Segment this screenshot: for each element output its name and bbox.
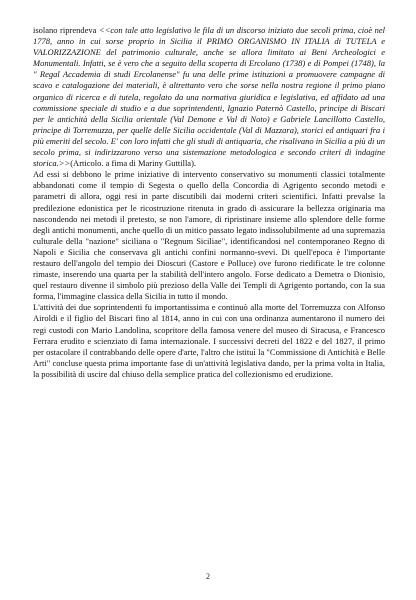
paragraph-2: Ad essi si debbono le prime iniziative di intervento conservativo su monumenti classici totalmente abbandonati come il tempio di Segesta o quello della Concordia di Agrigento secondo metodi e parametri di allora, oggi resi in parte discutibili dai moderni criteri scientifici. Infatti prevalse la predilezione edonistica per le ricostruzione ritenuta in grado di assicurare la bellezza originaria ma nascondendo nei metodi il pretesto, se non l'amore, di ripristinare insieme allo splendore delle forme degli antichi monumenti, anche quello di un mitico passato legato indissolubilmente ad una supremazia culturale della "nazione" siciliana o "Regnum Siciliae", identificandosi nel contemporaneo Regno di Napoli e Sicilia che conservava gli antichi confini normanno-svevi. Di quell'epoca è l'importante restauro dell'angolo del tempio dei Dioscuri (Castore e Polluce) ove furono riedificate le tre colonne rimaste, inserendo una quarta per la stabilità dell'intero angolo. Forse dedicato a Demetra o Dionisio, quel restauro divenne il simbolo più prezioso della Valle dei Templi di Agrigento portando, con la sua forma, l'immagine classica della Sicilia in tutto il mondo.: [33, 169, 385, 302]
quote-credit: (Articolo. a fima di Mariny Guttilla).: [70, 158, 197, 169]
paragraph-3: L'attività dei due soprintendenti fu importantissima e continuò alla morte del Torremuzza con Alfonso Airoldi e il figlio del Biscari fino al 1814, anno in cui con una ordinanza aumentarono il numero dei regi custodi con Mario Landolina, scopritore della famosa venere del museo di Siracusa, e Francesco Ferrara erudito e scienziato di fama internazionale. I successivi decreti del 1822 e del 1827, il primo per ostacolare il contrabbando delle opere d'arte, l'altro che istituì la "Commissione di Antichità e Belle Arti" concluse questa prima importante fase di un'attività legislativa dando, per la prima volta in Italia, la possibilità di uscire dal chiuso della semplice pratica del collezionismo ed erudizione.: [33, 302, 385, 379]
page-number: 2: [206, 572, 210, 581]
quoted-passage: <<con tale atto legislativo le fila di un discorso iniziato due secoli prima, cioè nel 1778, anno in cui sorse proprio in Sicilia il PRIMO ORGANISMO IN ITALIA di TUTELA e VALORIZZAZIONE del patrimonio culturale, anche se allora limitato ai Beni Archeologici e Monumentali. Infatti, se è vero che a seguito della scoperta di Ercolano (1738) e di Pompei (1748), la " Regal Accademia di studi Ercolanense" fu una delle prime istituzioni a promuovere campagne di scavo e catalogazione dei materiali, è altrettanto vero che sorse nella nostra regione il primo piano organico di ricerca e di tutela, regolato da una normativa giuridica e legislativa, ed affidato ad una commissione speciale di studio e a due soprintendenti, Ignazio Paternò Castello, principe di Biscari per le antichità della Sicilia orientale (Val Demone e Val di Noto) e Gabriele Lancillotto Castello, principe di Torremuzza, per quelle delle Sicilia occidentale (Val di Mazzara), storici ed antiquari fra i più emeriti del secolo. E' con loro infatti che gli studi di antiquaria, che risalivano in Sicilia a più di un secolo prima, si indirizzarono verso una sistemazione metodologica e secondo criteri di indagine storica.>>: [33, 25, 385, 169]
document-body: [33, 25, 385, 380]
paragraph-quote: [33, 25, 385, 169]
paragraph-lead: isolano riprendeva: [33, 25, 99, 35]
